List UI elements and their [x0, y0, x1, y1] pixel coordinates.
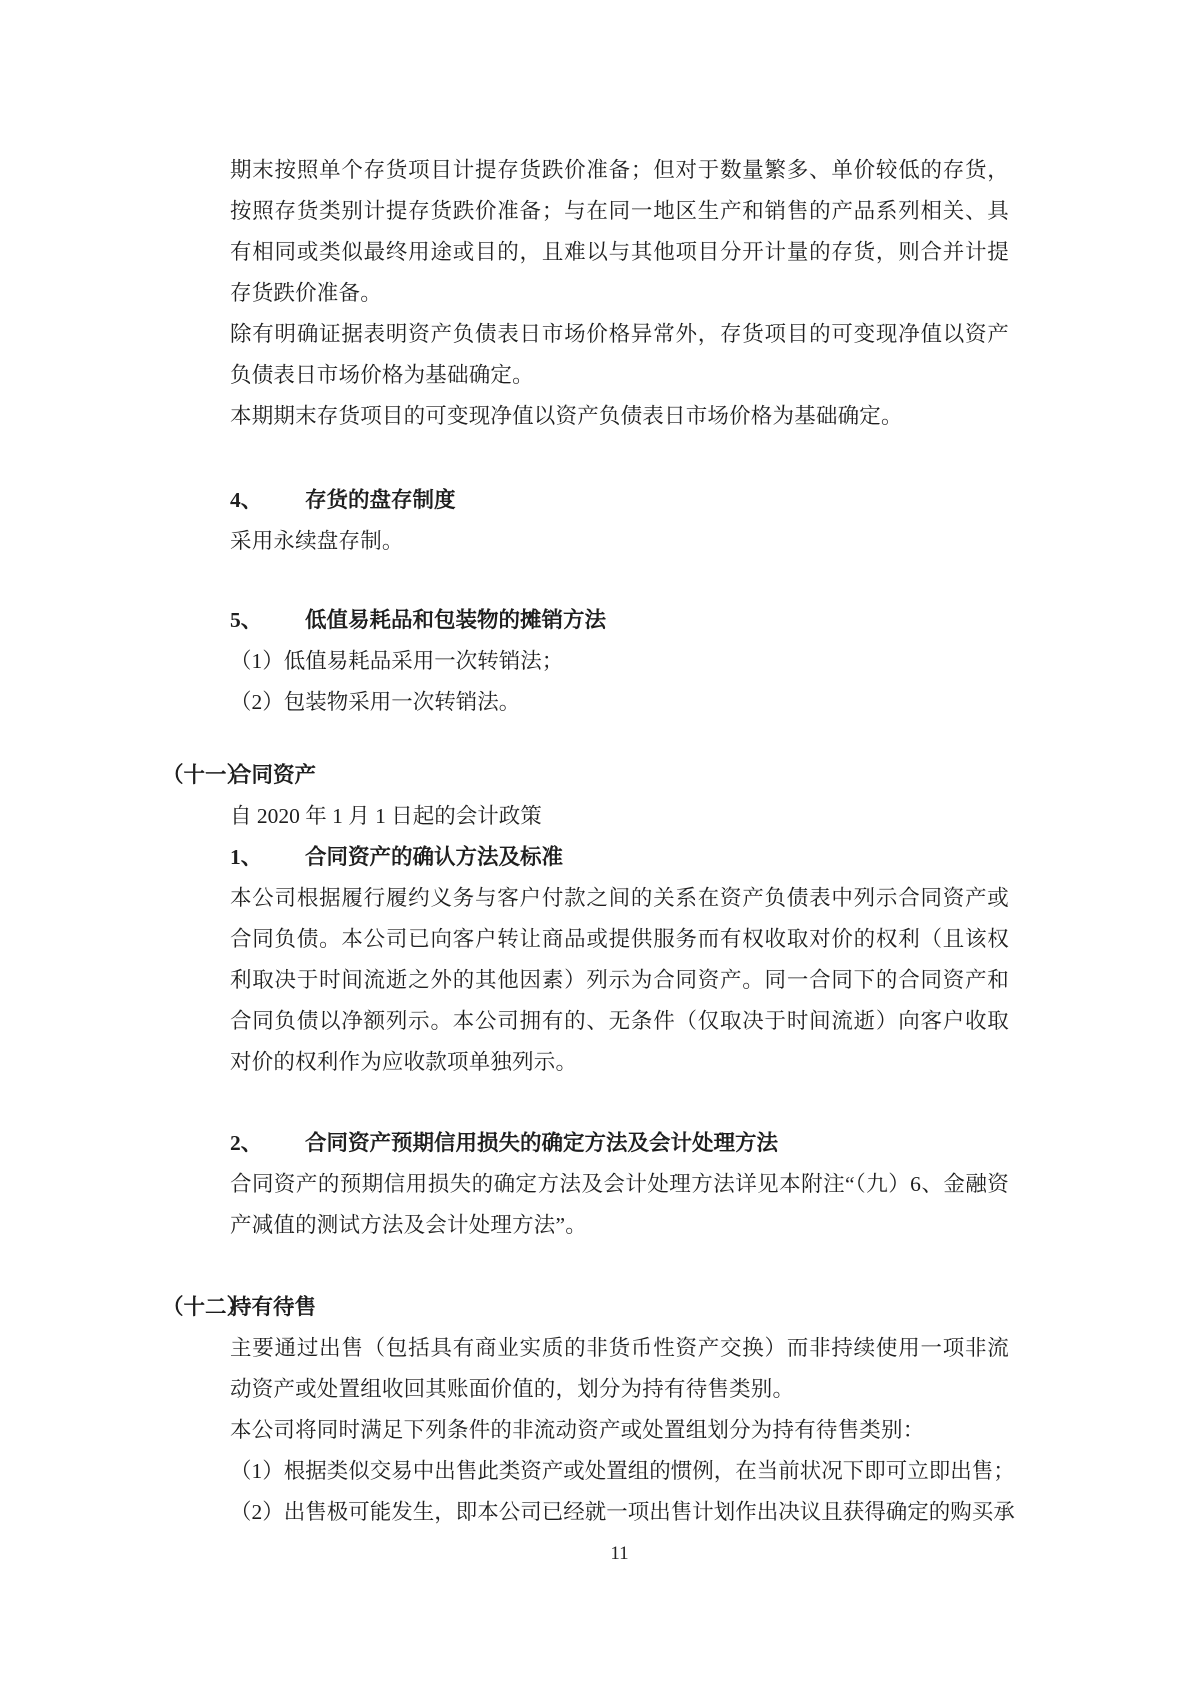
heading-title: 低值易耗品和包装物的摊销方法 [305, 608, 607, 632]
heading-contract-asset-recognition [230, 837, 1009, 878]
section-12-title: 持有待售 [230, 1295, 317, 1319]
document-text-column [162, 0, 1015, 1533]
inventory-impairment-para: 期末按照单个存货项目计提存货跌价准备；但对于数量繁多、单价较低的存货，按照存货类别计提存货跌价准备；与在同一地区生产和销售的产品系列相关、具有相同或类似最终用途或目的，且难以与其他项目分开计量的存货，则合并计提存货跌价准备。 [230, 158, 1009, 305]
amortization-item-1: （1）低值易耗品采用一次转销法； [230, 649, 564, 673]
nrv-current-period-para: 本期期末存货项目的可变现净值以资产负债表日市场价格为基础确定。 [230, 404, 903, 428]
section-11-title: 合同资产 [230, 763, 317, 787]
contract-asset-ecl-body: 合同资产的预期信用损失的确定方法及会计处理方法详见本附注“（九）6、金融资产减值的测试方法及会计处理方法”。 [230, 1172, 1009, 1237]
page-number: 11 [610, 1543, 629, 1564]
held-for-sale-criteria-intro: 本公司将同时满足下列条件的非流动资产或处置组划分为持有待售类别： [230, 1418, 925, 1442]
inventory-system-body: 采用永续盘存制。 [230, 529, 404, 553]
heading-number: 5、 [230, 608, 263, 632]
held-for-sale-para: 主要通过出售（包括具有商业实质的非货币性资产交换）而非持续使用一项非流动资产或处置组收回其账面价值的，划分为持有待售类别。 [230, 1336, 1009, 1401]
section-12-label: （十二） [162, 1295, 249, 1319]
section-11-heading [162, 755, 1009, 796]
heading-title: 合同资产预期信用损失的确定方法及会计处理方法 [305, 1131, 779, 1155]
contract-asset-recognition-body: 本公司根据履行履约义务与客户付款之间的关系在资产负债表中列示合同资产或合同负债。本公司已向客户转让商品或提供服务而有权收取对价的权利（且该权利取决于时间流逝之外的其他因素）列示为合同资产。同一合同下的合同资产和合同负债以净额列示。本公司拥有的、无条件（仅取决于时间流逝）向客户收取对价的权利作为应收款项单独列示。 [230, 886, 1009, 1074]
heading-number: 2、 [230, 1131, 263, 1155]
heading-amortization-method [230, 600, 1009, 641]
heading-number: 1、 [230, 845, 263, 869]
section-12-heading [162, 1287, 1009, 1328]
heading-contract-asset-ecl [230, 1123, 1009, 1164]
heading-number: 4、 [230, 488, 263, 512]
nrv-evidence-para: 除有明确证据表明资产负债表日市场价格异常外，存货项目的可变现净值以资产负债表日市场价格为基础确定。 [230, 322, 1009, 387]
heading-inventory-system [230, 480, 1009, 521]
heading-title: 存货的盘存制度 [305, 488, 456, 512]
held-for-sale-criterion-2: （2）出售极可能发生，即本公司已经就一项出售计划作出决议且获得确定的购买承 [230, 1500, 1015, 1524]
held-for-sale-criterion-1: （1）根据类似交易中出售此类资产或处置组的惯例，在当前状况下即可立即出售； [230, 1459, 1015, 1483]
amortization-item-2: （2）包装物采用一次转销法。 [230, 690, 521, 714]
policy-effective-note: 自 2020 年 1 月 1 日起的会计政策 [230, 804, 542, 828]
section-11-label: （十一） [162, 763, 249, 787]
heading-title: 合同资产的确认方法及标准 [305, 845, 564, 869]
